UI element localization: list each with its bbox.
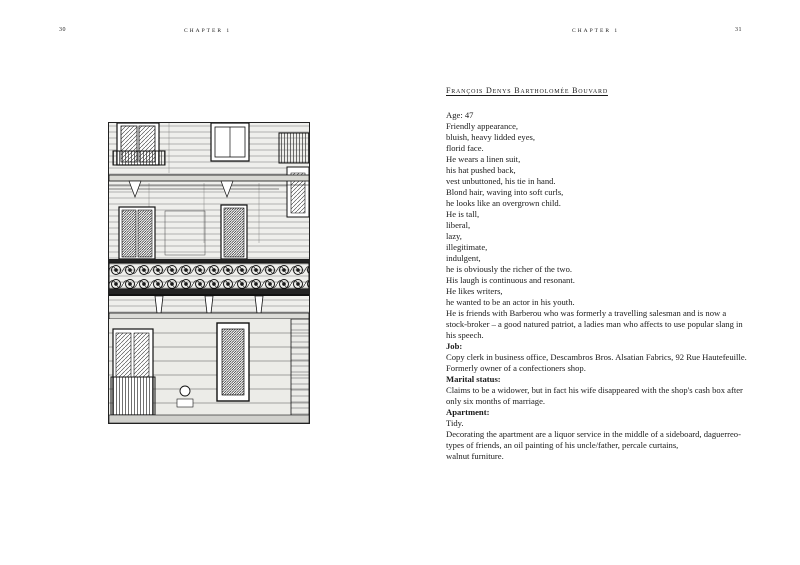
right-page [400, 0, 800, 565]
marital-status-text: Claims to be a widower, but in fact his wife disappeared with the shop's cash box after only six months of marriage. [446, 385, 743, 406]
description-line: lazy, [446, 231, 462, 241]
description-line: liberal, [446, 220, 471, 230]
apartment-text-furniture: walnut furniture. [446, 451, 504, 461]
description-line: vest unbuttoned, his tie in hand. [446, 176, 556, 186]
job-text-former: Formerly owner of a confectioners shop. [446, 363, 586, 373]
description-line: he wanted to be an actor in his youth. [446, 297, 575, 307]
description-line: Friendly appearance, [446, 121, 519, 131]
description-line: bluish, heavy lidded eyes, [446, 132, 536, 142]
description-line: florid face. [446, 143, 484, 153]
friends-paragraph: He is friends with Barberou who was formerly a travelling salesman and is now a stock-broker – a good natured patriot, a ladies man who affects to use popular slang in his speech. [446, 308, 743, 340]
description-line: he is obviously the richer of the two. [446, 264, 573, 274]
marital-status-label: Marital status: [446, 374, 501, 384]
apartment-text-tidy: Tidy. [446, 418, 464, 428]
running-head-right: CHAPTER 1 [572, 28, 620, 34]
description-line: illegitimate, [446, 242, 488, 252]
description-line: indulgent, [446, 253, 481, 263]
job-label: Job: [446, 341, 463, 351]
description-line: Blond hair, waving into soft curls, [446, 187, 564, 197]
apartment-label: Apartment: [446, 407, 490, 417]
description-line: He wears a linen suit, [446, 154, 521, 164]
description-line: he looks like an overgrown child. [446, 198, 561, 208]
character-profile [446, 85, 746, 462]
description-line: his hat pushed back, [446, 165, 516, 175]
page-number-right: 31 [735, 27, 742, 33]
running-head-left: CHAPTER 1 [184, 28, 232, 34]
apartment-text-decor: Decorating the apartment are a liquor service in the middle of a sideboard, daguerreo-types of friends, an oil painting of his uncle/father, percale curtains, [446, 429, 741, 450]
description-line: He is tall, [446, 209, 480, 219]
character-name-heading: François Denys Bartholomée Bouvard [446, 86, 608, 95]
description-line: Age: 47 [446, 110, 474, 120]
facade-drawing [109, 123, 309, 423]
description-line: His laugh is continuous and resonant. [446, 275, 575, 285]
job-text: Copy clerk in business office, Descambros Bros. Alsatian Fabrics, 92 Rue Hautefeuille. [446, 352, 747, 362]
building-facade-illustration [108, 122, 310, 424]
description-line: He likes writers, [446, 286, 503, 296]
page-number-left: 30 [59, 27, 66, 33]
